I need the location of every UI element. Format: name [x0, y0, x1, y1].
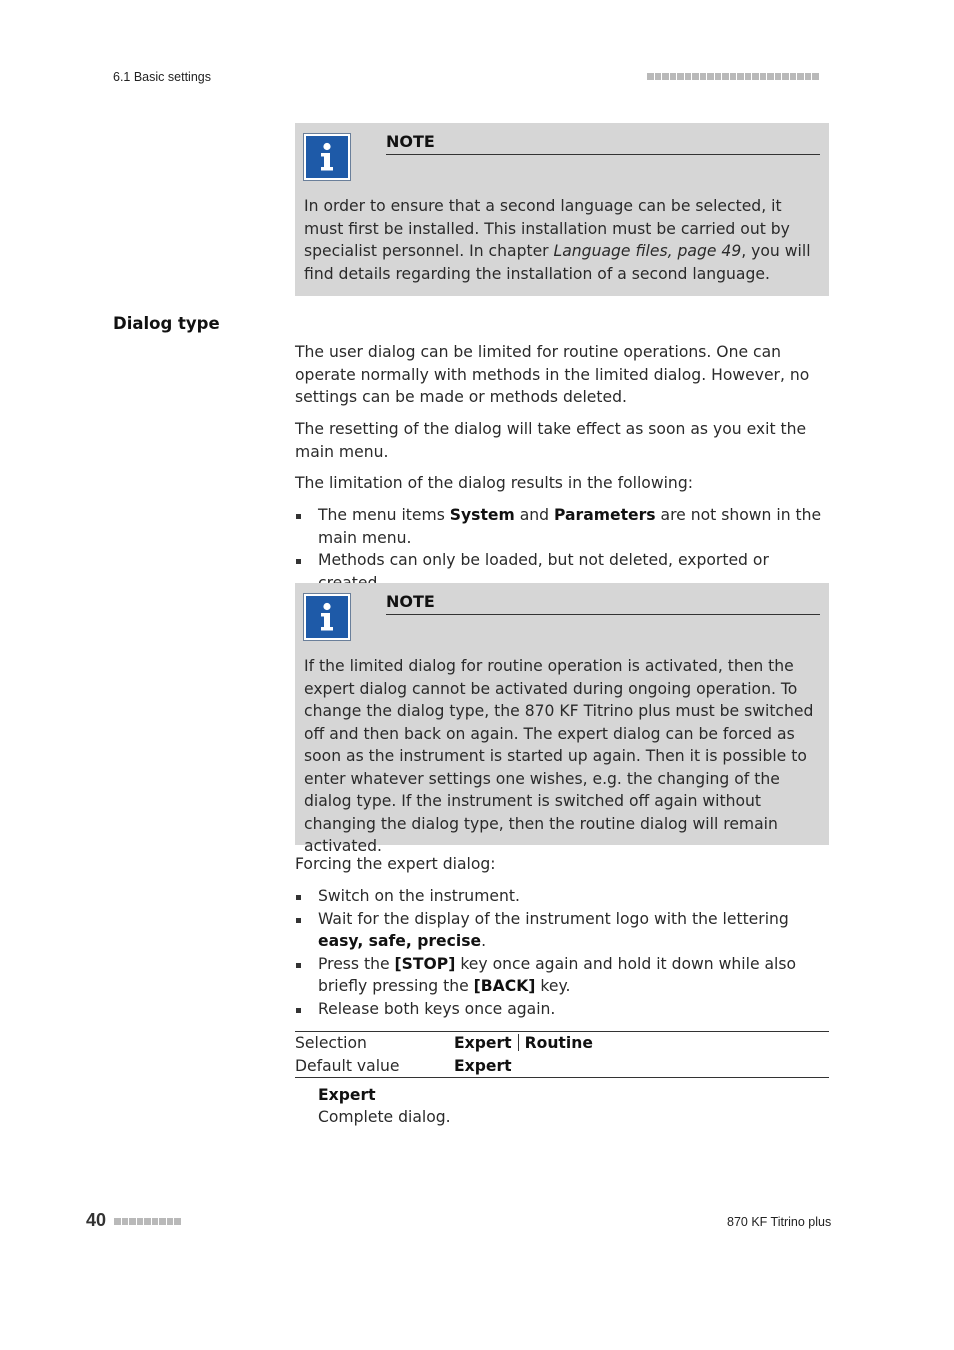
paragraph: The limitation of the dialog results in the following: [295, 474, 693, 492]
product-name: 870 KF Titrino plus [727, 1215, 832, 1229]
info-icon [304, 134, 350, 180]
parameter-table [295, 1031, 829, 1078]
note-box-routine-dialog [295, 583, 829, 855]
chapter-reference[interactable]: Language files, page 49 [553, 242, 742, 260]
default-row [295, 1055, 829, 1078]
limitation-list [295, 504, 829, 594]
list-item: Switch on the instrument. [295, 885, 829, 908]
selection-label: Selection [295, 1034, 367, 1052]
info-icon [304, 594, 350, 640]
note-box-language [295, 123, 829, 296]
selection-row [295, 1032, 829, 1055]
list-item: Methods can only be loaded, but not deleted, exported or [295, 549, 829, 594]
note-body: In order to ensure that a second language can be selected, it must first be installed. This installation must be carried out by specialist personnel. In chapter Language files, page 49, you will find details regarding the installation of a second language. [304, 197, 811, 283]
note-title: NOTE [386, 592, 820, 615]
note-body: If the limited dialog for routine operation is activated, then the expert dialog cannot be activated during ongoing operation. To change the dialog type, the 870 KF Titrino plus must be switched off and then back on again. The expert dialog can be forced as soon as the instrument is started up again. Then it is possible to enter whatever settings one wishes, e.g. the changing of the dialog type. If the instrument is switched off again without changing the dialog type, then the routine dialog will remain activated. [304, 657, 814, 855]
list-item: Press the [STOP] key once again and hold it down while also briefly pressing the [BACK] key. [295, 953, 829, 998]
section-heading-dialog-type: Dialog type [113, 314, 220, 333]
note-title: NOTE [386, 132, 820, 155]
list-item: Release both keys once again. [295, 998, 829, 1021]
default-value: Expert [454, 1056, 512, 1075]
forcing-steps-list [295, 885, 829, 1020]
paragraph: Forcing the expert dialog: [295, 855, 496, 873]
paragraph: The resetting of the dialog will take effect as soon as you exit the main menu. [295, 420, 807, 461]
list-item: Wait for the display of the instrument logo with the lettering easy, safe, precise. [295, 908, 829, 953]
list-item: The menu items System and Parameters are not shown in the main menu. [295, 504, 829, 549]
option-description: Complete dialog. [318, 1108, 451, 1126]
page-number: 40 [86, 1210, 107, 1230]
paragraph: The user dialog can be limited for routine operations. One can operate normally with methods in the limited dialog. However, no settings can be made or methods deleted. [295, 343, 810, 406]
option-name: Expert [318, 1086, 376, 1104]
selection-values: Expert Routine [454, 1034, 593, 1052]
running-header-section: 6.1 Basic settings [113, 70, 211, 84]
footer-decoration [114, 1218, 181, 1225]
header-decoration [647, 73, 819, 80]
default-label: Default value [295, 1056, 400, 1075]
